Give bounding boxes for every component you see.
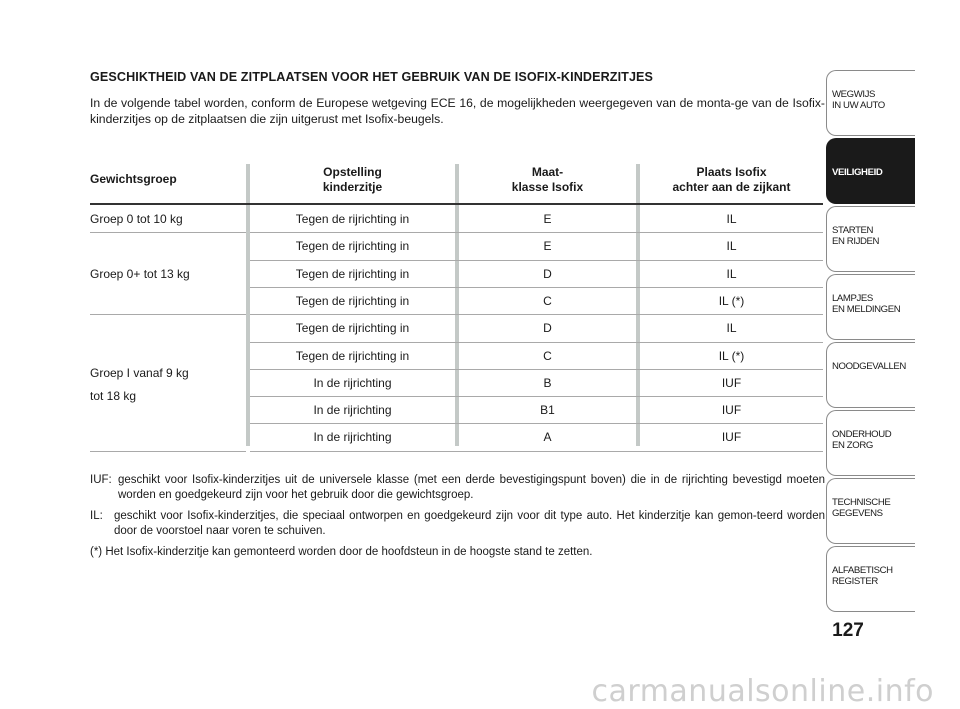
header-rule (90, 203, 823, 205)
table-cell-size: E (543, 239, 552, 254)
table-cell-position: Tegen de rijrichting in (295, 266, 410, 281)
table-cell-location: IL (*) (718, 348, 745, 363)
chapter-tab[interactable] (826, 342, 915, 408)
table-cell-position: Tegen de rijrichting in (295, 321, 410, 336)
row-divider (250, 396, 823, 397)
note-text: geschikt voor Isofix-kinderzitjes uit de universele klasse (met een derde bevestigingspunt boven) die in de rijrichting bevestigd moeten worden en goedgekeurd zijn voor het gebruik door die gewichtsgroep. (118, 474, 825, 501)
note-text: (*) Het Isofix-kinderzitje kan gemonteerd worden door de hoofdsteun in de hoogste stand te zetten. (90, 546, 593, 558)
chapter-tab-label: ONDERHOUD EN ZORG (832, 429, 892, 451)
chapter-tab[interactable] (826, 138, 915, 204)
group-label-line: Groep 0 tot 10 kg (90, 212, 183, 227)
table-cell-position: Tegen de rijrichting in (295, 293, 410, 308)
table-cell-size: C (543, 293, 552, 308)
table-cell-size: D (543, 266, 552, 281)
row-divider (250, 451, 823, 452)
group-label-line: Groep I vanaf 9 kg (90, 366, 189, 381)
table-cell-position: In de rijrichting (313, 375, 392, 390)
table-cell-location: IL (726, 239, 737, 254)
page-number: 127 (832, 620, 864, 641)
table-cell-location: IUF (721, 375, 742, 390)
chapter-tab[interactable] (826, 274, 915, 340)
group-divider (90, 232, 246, 233)
note-label: IL: (90, 510, 103, 522)
header-size: Maat- klasse Isofix (511, 165, 584, 194)
row-divider (250, 423, 823, 424)
table-cell-size: B (543, 375, 552, 390)
table-cell-size: D (543, 321, 552, 336)
header-position: Opstelling kinderzitje (322, 165, 383, 194)
group-divider (90, 451, 246, 452)
chapter-tab[interactable] (826, 478, 915, 544)
chapter-tab[interactable] (826, 206, 915, 272)
table-cell-position: Tegen de rijrichting in (295, 348, 410, 363)
table-cell-size: A (543, 430, 552, 445)
table-cell-location: IL (726, 212, 737, 226)
note-asterisk (90, 545, 825, 560)
group-label (90, 263, 246, 286)
group-label-line: tot 18 kg (90, 389, 137, 404)
table-cell-location: IUF (721, 403, 742, 418)
group-label-line: Groep 0+ tot 13 kg (90, 266, 190, 281)
group-label (90, 362, 246, 408)
row-divider (250, 260, 823, 261)
chapter-tab-label: VEILIGHEID (832, 167, 883, 178)
note-il (90, 509, 825, 539)
watermark: carmanualsonline.info (591, 674, 934, 709)
table-cell-size: B1 (540, 403, 555, 418)
table-cell-size: C (543, 348, 552, 363)
intro-paragraph: In de volgende tabel worden, conform de Europese wetgeving ECE 16, de mogelijkheden weergegeven van de monta-ge van de Isofix-kinderzitjes op de zitplaatsen die zijn uitgerust met Isofix-beugels. (90, 96, 825, 126)
table-cell-position: Tegen de rijrichting in (295, 212, 410, 226)
table-cell-location: IUF (721, 430, 742, 445)
chapter-tab[interactable] (826, 70, 915, 136)
group-label (90, 208, 246, 231)
table-cell-position: In de rijrichting (313, 430, 392, 445)
chapter-tab-label: STARTEN EN RIJDEN (832, 225, 880, 247)
chapter-tab[interactable] (826, 410, 915, 476)
chapter-tab-label: WEGWIJS IN UW AUTO (832, 89, 885, 111)
table-cell-location: IL (*) (718, 293, 745, 308)
row-divider (250, 287, 823, 288)
table-cell-size: E (543, 212, 552, 226)
chapter-tab-label: NOODGEVALLEN (832, 361, 906, 372)
chapter-tab[interactable] (826, 546, 915, 612)
section-heading: GESCHIKTHEID VAN DE ZITPLAATSEN VOOR HET GEBRUIK VAN DE ISOFIX-KINDERZITJES (90, 70, 654, 84)
chapter-tab-label: TECHNISCHE GEGEVENS (832, 497, 891, 519)
table-cell-location: IL (726, 266, 737, 281)
table-cell-location: IL (726, 321, 737, 336)
row-divider (250, 369, 823, 370)
note-text: geschikt voor Isofix-kinderzitjes, die speciaal ontworpen en goedgekeurd zijn voor dit type auto. Het kinderzitje kan gemon-teerd worden door de voorstoel naar voren te schuiven. (114, 510, 825, 537)
chapter-tab-label: ALFABETISCH REGISTER (832, 565, 893, 587)
table-cell-position: Tegen de rijrichting in (295, 239, 410, 254)
table-cell-position: In de rijrichting (313, 403, 392, 418)
header-location: Plaats Isofix achter aan de zijkant (672, 165, 791, 194)
header-group: Gewichtsgroep (90, 172, 177, 186)
footnotes (90, 473, 825, 566)
group-divider (90, 314, 246, 315)
row-divider (250, 314, 823, 315)
row-divider (250, 232, 823, 233)
chapter-tab-label: LAMPJES EN MELDINGEN (832, 293, 901, 315)
note-iuf (90, 473, 825, 503)
note-label: IUF: (90, 474, 112, 486)
row-divider (250, 342, 823, 343)
isofix-table (90, 160, 823, 446)
